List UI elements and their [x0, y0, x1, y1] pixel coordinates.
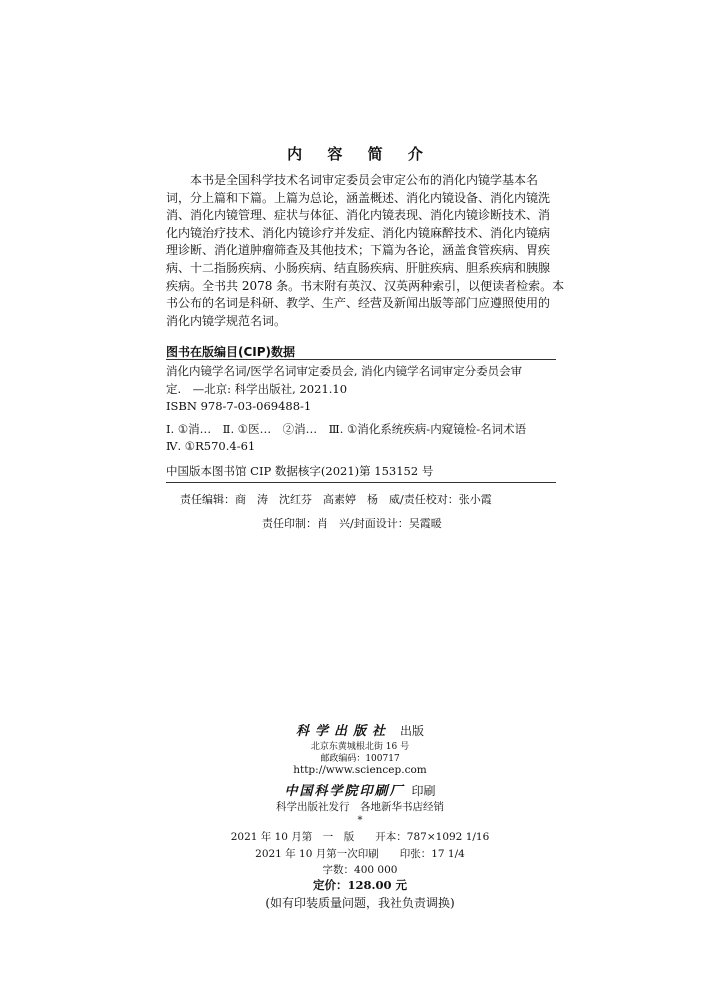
separator-star: * [357, 815, 363, 826]
staff-printing-design: 责任印制：肖 兴/封面设计：吴霞暖 [262, 517, 442, 530]
summary-line: 词，分上篇和下篇。上篇为总论，涵盖概述、消化内镜设备、消化内镜洗 [166, 190, 551, 205]
publisher-address: 北京东黄城根北街 16 号 [310, 742, 410, 752]
summary-line: 消化内镜学规范名词。 [166, 313, 287, 328]
summary-line: 病、十二指肠疾病、小肠疾病、结直肠疾病、肝脏疾病、胆系疾病和胰腺 [166, 260, 551, 275]
cip-entry-line2: 定. —北京: 科学出版社, 2021.10 [166, 382, 348, 396]
cip-record-number: 中国版本图书馆 CIP 数据核字(2021)第 153152 号 [166, 464, 434, 478]
publisher-postcode: 邮政编码：100717 [320, 754, 400, 764]
cip-isbn: ISBN 978-7-03-069488-1 [166, 399, 312, 413]
summary-line: 书公布的名词是科研、教学、生产、经营及新闻出版等部门应遵照使用的 [166, 296, 551, 311]
summary-line: 理诊断、消化道肿瘤筛查及其他技术；下篇为各论，涵盖食管疾病、胃疾 [166, 243, 551, 258]
cip-entry-line1: 消化内镜学名词/医学名词审定委员会, 消化内镜学名词审定分委员会审 [166, 364, 523, 378]
cip-header: 图书在版编目(CIP)数据 [166, 345, 296, 359]
summary-line: 消、消化内镜管理、症状与体征、消化内镜表现、消化内镜诊断技术、消 [166, 208, 551, 223]
cip-classification-code: Ⅳ. ①R570.4-61 [166, 439, 256, 453]
printing-info: 2021 年 10 月第一次印刷 印张：17 1/4 [255, 848, 465, 860]
publisher-url: http://www.sciencep.com [293, 764, 427, 776]
printer-suffix: 印刷 [411, 784, 436, 798]
cip-classification: Ⅰ. ①消… Ⅱ. ①医… ②消… Ⅲ. ①消化系统疾病-内窥镜检-名词术语 [166, 422, 527, 436]
printer-line [0, 780, 720, 799]
quality-notice: (如有印装质量问题，我社负责调换) [265, 896, 455, 910]
summary-line: 化内镜治疗技术、消化内镜诊疗并发症、消化内镜麻醉技术、消化内镜病 [166, 225, 551, 240]
cip-bottom-rule [166, 482, 556, 483]
publisher-suffix: 出版 [400, 724, 425, 738]
staff-editors: 责任编辑：商 涛 沈红芬 高素婷 杨 威/责任校对：张小霞 [180, 493, 492, 506]
price: 定价：128.00 元 [312, 878, 407, 892]
cip-top-rule [166, 359, 556, 360]
edition-info: 2021 年 10 月第 一 版 开本：787×1092 1/16 [230, 831, 490, 843]
publisher-line [0, 720, 720, 739]
word-count: 字数：400 000 [322, 864, 398, 876]
summary-line: 本书是全国科学技术名词审定委员会审定公布的消化内镜学基本名 [166, 173, 539, 187]
publisher-logo: 科学出版社 [295, 724, 391, 739]
summary-text [166, 172, 565, 330]
distribution-line: 科学出版社发行 各地新华书店经销 [276, 801, 444, 813]
summary-line: 疾病。全书共 2078 条。书末附有英汉、汉英两种索引，以便读者检索。本 [166, 278, 565, 293]
printer-logo: 中国科学院印刷厂 [284, 784, 405, 799]
page-title: 内 容 简 介 [287, 145, 433, 163]
